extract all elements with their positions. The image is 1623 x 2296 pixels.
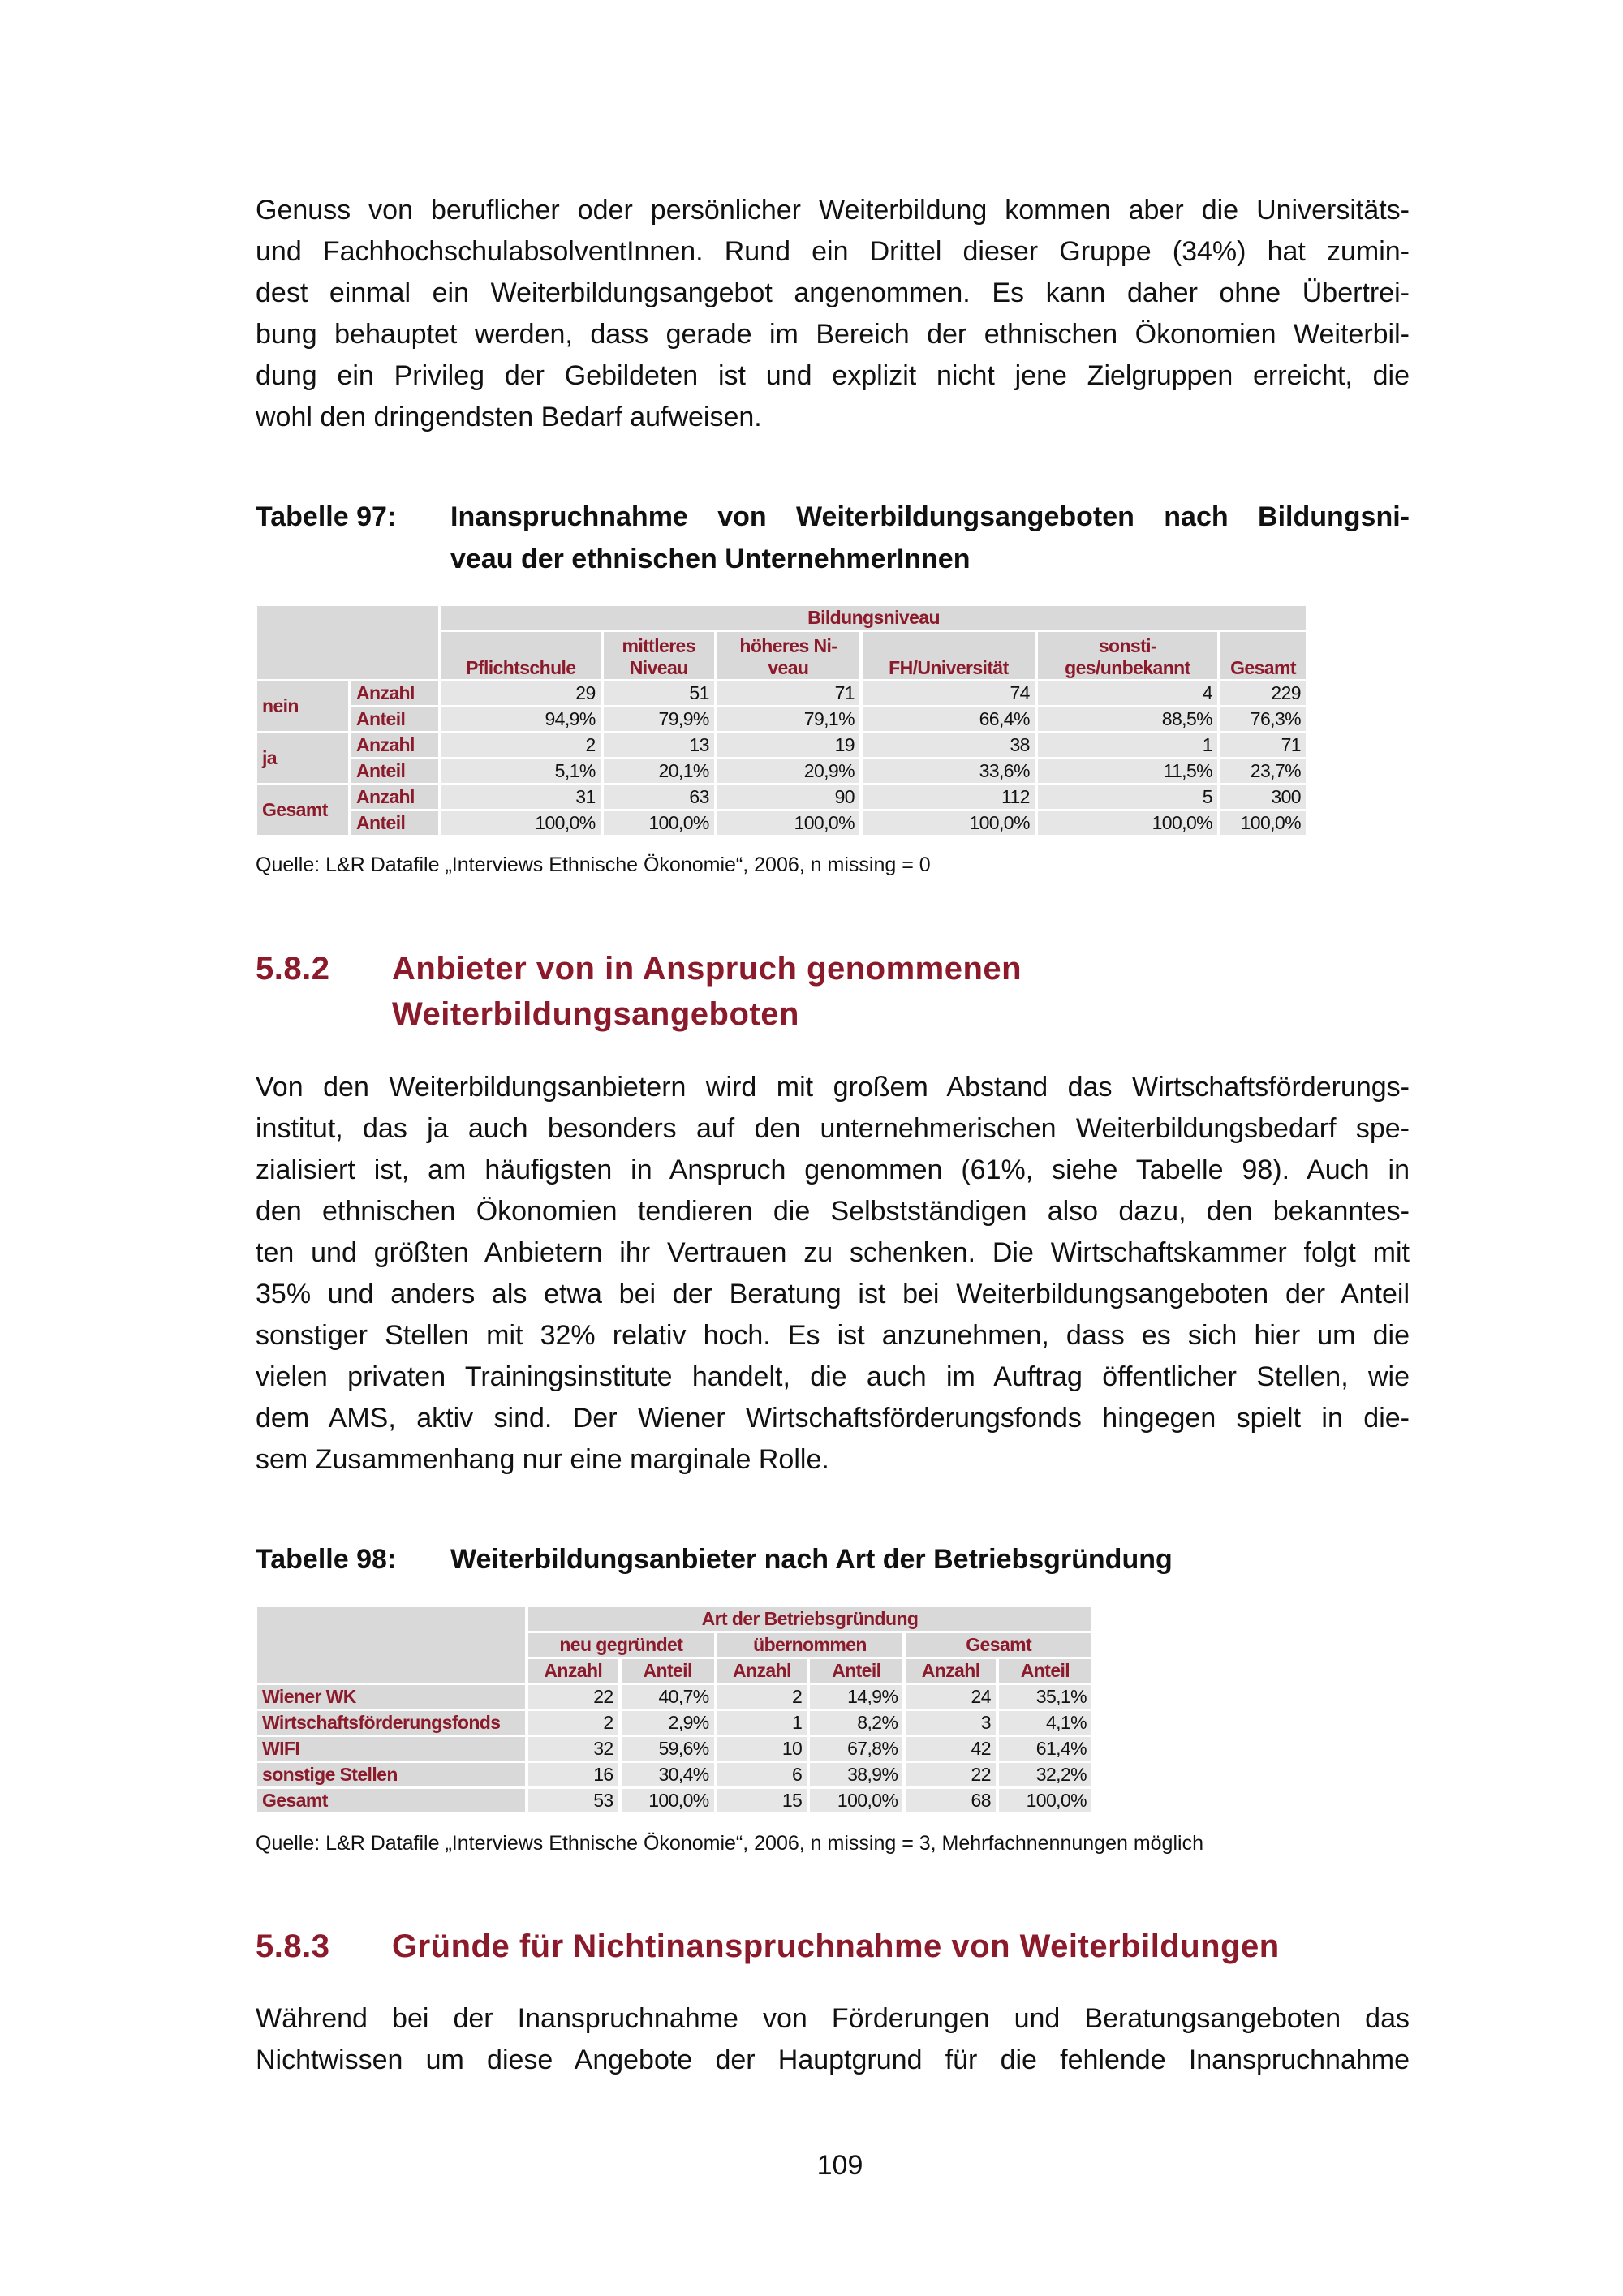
column-header-line: ges/unbekannt [1065,657,1190,678]
table-cell: 6 [717,1763,807,1786]
page-number: 109 [816,2150,863,2181]
row-label: Wirtschaftsförderungsfonds [257,1711,525,1735]
column-header-line: sonsti- [1098,635,1157,656]
column-header-line: FH/Universität [889,657,1009,678]
paragraph-weiterbildung-intro [256,190,1410,438]
table-cell: 23,7% [1220,759,1306,783]
table-cell: 63 [604,785,714,809]
table-cell: 112 [863,785,1035,809]
row-label: sonstige Stellen [257,1763,525,1786]
table-cell: 20,1% [604,759,714,783]
table-cell: 79,9% [604,707,714,731]
table-cell: 59,6% [622,1737,714,1761]
table-cell: 100,0% [999,1789,1091,1812]
table-row [257,733,1306,757]
table-cell: 5,1% [441,759,601,783]
table-cell: 19 [717,733,859,757]
table-cell: 1 [717,1711,807,1735]
paragraph-gruende [256,1998,1410,2081]
table-cell: 88,5% [1038,707,1217,731]
row-measure-label: Anteil [351,759,438,783]
paragraph-line: institut, das ja auch besonders auf den unternehmerischen Weiterbildungsbedarf spe- [256,1113,1410,1144]
paragraph-line: sonstiger Stellen mit 32% relativ hoch. Es ist anzunehmen, dass es sich hier um die [256,1320,1410,1351]
table-cell: 20,9% [717,759,859,783]
group-header: Bildungsniveau [441,606,1306,630]
paragraph-line: Nichtwissen um diese Angebote der Hauptgrund für die fehlende Inanspruchnahme [256,2044,1410,2075]
table-cell: 10 [717,1737,807,1761]
section-number: 5.8.3 [256,1928,330,1964]
table-cell: 300 [1220,785,1306,809]
table-cell: 100,0% [810,1789,902,1812]
table-row [257,1711,1091,1735]
table-cell: 68 [906,1789,996,1812]
column-header-line: mittleres [622,635,695,656]
section-title-line: Anbieter von in Anspruch genommenen [392,951,1022,987]
section-heading-5-8-3 [256,1924,1280,1969]
column-header-line: Gesamt [1230,657,1296,678]
table-cell: 74 [863,681,1035,705]
paragraph-line: Während bei der Inanspruchnahme von Förderungen und Beratungsangeboten das [256,2003,1410,2034]
measure-header: Anteil [622,1659,714,1683]
table-cell: 79,1% [717,707,859,731]
group-header: Art der Betriebsgründung [528,1607,1091,1631]
table-cell: 76,3% [1220,707,1306,731]
measure-header: Anteil [810,1659,902,1683]
table-98 [254,1605,1095,1815]
paragraph-line: vielen privaten Trainingsinstitute handelt, die auch im Auftrag öffentlicher Stellen, wie [256,1361,1410,1392]
table-cell: 71 [717,681,859,705]
table-cell: 67,8% [810,1737,902,1761]
table-cell: 22 [528,1685,618,1709]
table-cell: 42 [906,1737,996,1761]
table-cell: 2 [717,1685,807,1709]
row-label: Gesamt [257,1789,525,1812]
table-title: Weiterbildungsanbieter nach Art der Betriebsgründung [450,1544,1173,1575]
table-cell: 5 [1038,785,1217,809]
table-cell: 33,6% [863,759,1035,783]
table-row [257,707,1306,731]
table-cell: 32 [528,1737,618,1761]
table-cell: 2 [441,733,601,757]
table-row [257,811,1306,835]
measure-header: Anzahl [717,1659,807,1683]
paragraph-line: wohl den dringendsten Bedarf aufweisen. [256,402,762,432]
table-cell: 71 [1220,733,1306,757]
section-heading-5-8-2 [256,946,1022,1037]
row-measure-label: Anzahl [351,681,438,705]
header-empty [257,1607,525,1683]
column-header [604,632,714,679]
column-header-line: veau [768,657,809,678]
column-header [441,632,601,679]
table-cell: 38 [863,733,1035,757]
table-cell: 100,0% [622,1789,714,1812]
row-measure-label: Anzahl [351,785,438,809]
paragraph-line: zialisiert ist, am häufigsten in Anspruch genommen (61%, siehe Tabelle 98). Auch in [256,1154,1410,1185]
table-cell: 2 [528,1711,618,1735]
header-empty [257,606,438,679]
row-measure-label: Anteil [351,707,438,731]
row-measure-label: Anzahl [351,733,438,757]
table-cell: 53 [528,1789,618,1812]
table-cell: 4,1% [999,1711,1091,1735]
paragraph-line: den ethnischen Ökonomien tendieren die Selbstständigen also dazu, den bekanntes- [256,1196,1410,1227]
row-label: Wiener WK [257,1685,525,1709]
column-header [1220,632,1306,679]
table-cell: 29 [441,681,601,705]
subgroup-header: neu gegründet [528,1633,714,1657]
table-97-source: Quelle: L&R Datafile „Interviews Ethnische Ökonomie“, 2006, n missing = 0 [256,853,931,876]
table-title-line: Inanspruchnahme von Weiterbildungsangeboten nach Bildungsni- [450,501,1410,532]
table-title-line: veau der ethnischen UnternehmerInnen [450,544,971,574]
column-header [717,632,859,679]
table-row [257,1737,1091,1761]
table-row [257,759,1306,783]
row-label: WIFI [257,1737,525,1761]
table-row [257,681,1306,705]
table-97-caption [256,496,1410,580]
table-cell: 90 [717,785,859,809]
table-cell: 100,0% [1038,811,1217,835]
table-cell: 4 [1038,681,1217,705]
table-98-source: Quelle: L&R Datafile „Interviews Ethnische Ökonomie“, 2006, n missing = 3, Mehrfachnennungen möglich [256,1832,1203,1855]
table-cell: 229 [1220,681,1306,705]
table-label: Tabelle 97: [256,501,397,532]
table-label: Tabelle 98: [256,1544,397,1575]
column-header-line: Pflichtschule [466,657,576,678]
table-cell: 40,7% [622,1685,714,1709]
table-97 [254,604,1309,837]
paragraph-line: Genuss von beruflicher oder persönlicher Weiterbildung kommen aber die Universitäts- [256,195,1410,226]
paragraph-line: dest einmal ein Weiterbildungsangebot angenommen. Es kann daher ohne Übertrei- [256,277,1410,308]
section-title-line: Weiterbildungsangeboten [392,996,799,1032]
section-title: Gründe für Nichtinanspruchnahme von Weiterbildungen [392,1928,1280,1964]
table-cell: 1 [1038,733,1217,757]
table-cell: 31 [441,785,601,809]
table-cell: 100,0% [717,811,859,835]
paragraph-line: ten und größten Anbietern ihr Vertrauen zu schenken. Die Wirtschaftskammer folgt mit [256,1237,1410,1268]
table-cell: 11,5% [1038,759,1217,783]
table-cell: 35,1% [999,1685,1091,1709]
table-cell: 61,4% [999,1737,1091,1761]
paragraph-line: 35% und anders als etwa bei der Beratung ist bei Weiterbildungsangeboten der Anteil [256,1279,1410,1309]
paragraph-line: und FachhochschulabsolventInnen. Rund ein Drittel dieser Gruppe (34%) hat zumin- [256,236,1410,267]
column-header [1038,632,1217,679]
table-cell: 3 [906,1711,996,1735]
table-cell: 24 [906,1685,996,1709]
row-measure-label: Anteil [351,811,438,835]
section-number: 5.8.2 [256,951,330,987]
table-row [257,785,1306,809]
row-group-label: Gesamt [257,785,348,835]
table-cell: 14,9% [810,1685,902,1709]
table-98-caption [256,1538,1410,1580]
measure-header: Anzahl [528,1659,618,1683]
table-cell: 66,4% [863,707,1035,731]
paragraph-line: dem AMS, aktiv sind. Der Wiener Wirtschaftsförderungsfonds hingegen spielt in die- [256,1403,1410,1434]
column-header-line: Niveau [629,657,688,678]
table-cell: 100,0% [441,811,601,835]
table-row [257,1789,1091,1812]
table-cell: 32,2% [999,1763,1091,1786]
row-group-label: ja [257,733,348,783]
table-row [257,1685,1091,1709]
table-cell: 51 [604,681,714,705]
column-header [863,632,1035,679]
table-cell: 100,0% [604,811,714,835]
table-cell: 2,9% [622,1711,714,1735]
measure-header: Anzahl [906,1659,996,1683]
paragraph-line: sem Zusammenhang nur eine marginale Rolle. [256,1444,829,1475]
table-cell: 94,9% [441,707,601,731]
table-cell: 22 [906,1763,996,1786]
table-cell: 15 [717,1789,807,1812]
measure-header: Anteil [999,1659,1091,1683]
subgroup-header: übernommen [717,1633,903,1657]
table-cell: 30,4% [622,1763,714,1786]
table-cell: 100,0% [1220,811,1306,835]
table-cell: 16 [528,1763,618,1786]
paragraph-line: dung ein Privileg der Gebildeten ist und explizit nicht jene Zielgruppen erreicht, die [256,360,1410,391]
table-row [257,1763,1091,1786]
paragraph-line: bung behauptet werden, dass gerade im Bereich der ethnischen Ökonomien Weiterbil- [256,319,1410,350]
subgroup-header: Gesamt [906,1633,1091,1657]
table-cell: 100,0% [863,811,1035,835]
table-cell: 38,9% [810,1763,902,1786]
column-header-line: höheres Ni- [739,635,837,656]
paragraph-anbieter [256,1067,1410,1481]
paragraph-line: Von den Weiterbildungsanbietern wird mit großem Abstand das Wirtschaftsförderungs- [256,1072,1410,1103]
table-cell: 13 [604,733,714,757]
table-cell: 8,2% [810,1711,902,1735]
row-group-label: nein [257,681,348,731]
